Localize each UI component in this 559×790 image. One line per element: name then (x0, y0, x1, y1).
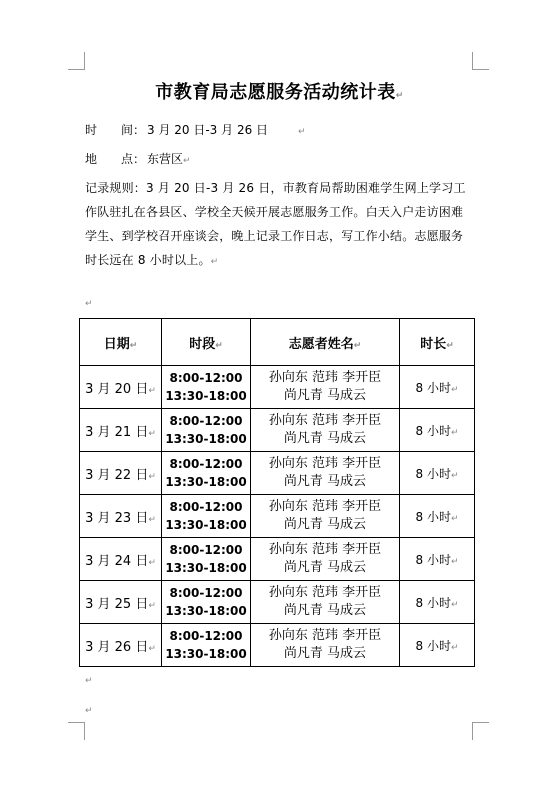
date-cell[interactable] (80, 624, 162, 667)
header-date[interactable] (80, 319, 162, 366)
cell-text: 13:30-18:00 (165, 561, 247, 575)
cell-mark-icon: ↵ (129, 340, 138, 351)
cell-text: 8 小时 (415, 509, 451, 524)
cell-text: 13:30-18:00 (165, 389, 247, 403)
time-cell[interactable] (162, 452, 251, 495)
cell-text: 时段 (189, 336, 216, 352)
duration-cell[interactable] (400, 581, 475, 624)
cell-mark-icon: ↵ (148, 471, 156, 482)
names-cell[interactable] (251, 624, 400, 667)
cell-text: 孙向东 范玮 李开臣 (268, 585, 382, 600)
cell-text: 孙向东 范玮 李开臣 (268, 370, 382, 385)
date-cell[interactable] (80, 452, 162, 495)
date-cell[interactable] (80, 581, 162, 624)
crop-mark-bottom-left (68, 722, 85, 723)
cell-text: 13:30-18:00 (165, 604, 247, 618)
cell-text: 13:30-18:00 (165, 647, 247, 661)
cell-text: 3 月 25 日 (85, 596, 149, 612)
names-cell[interactable] (251, 452, 400, 495)
title-text: 市教育局志愿服务活动统计表 (155, 82, 396, 103)
cell-mark-icon: ↵ (148, 557, 156, 568)
date-cell[interactable] (80, 538, 162, 581)
cell-text: 尚凡青 马成云 (283, 474, 367, 489)
cell-text: 3 月 26 日 (85, 639, 149, 655)
cell-text: 8 小时 (415, 380, 451, 395)
cell-mark-icon: ↵ (148, 514, 156, 525)
table-row (80, 581, 475, 624)
time-cell[interactable] (162, 409, 251, 452)
place-value: 东营区 (147, 152, 184, 166)
crop-mark-bottom-left-vertical (84, 722, 85, 740)
duration-cell[interactable] (400, 452, 475, 495)
names-cell[interactable] (251, 495, 400, 538)
empty-paragraph-mark-icon: ↵ (85, 299, 93, 309)
paragraph-mark-icon: ↵ (298, 127, 306, 137)
cell-text: 8:00-12:00 (169, 371, 243, 385)
table-header-row (80, 319, 475, 366)
cell-text: 3 月 20 日 (85, 381, 149, 397)
table-row (80, 495, 475, 538)
duration-cell[interactable] (400, 366, 475, 409)
cell-mark-icon: ↵ (450, 384, 459, 395)
cell-text: 8 小时 (415, 552, 451, 567)
cell-mark-icon: ↵ (450, 556, 459, 567)
duration-cell[interactable] (400, 409, 475, 452)
cell-text: 13:30-18:00 (165, 518, 247, 532)
names-cell[interactable] (251, 366, 400, 409)
cell-text: 尚凡青 马成云 (283, 517, 367, 532)
time-label: 时 间： (85, 123, 146, 137)
date-cell[interactable] (80, 366, 162, 409)
time-cell[interactable] (162, 624, 251, 667)
duration-cell[interactable] (400, 538, 475, 581)
cell-text: 孙向东 范玮 李开臣 (268, 628, 382, 643)
names-cell[interactable] (251, 409, 400, 452)
cell-mark-icon: ↵ (353, 340, 362, 351)
time-cell[interactable] (162, 538, 251, 581)
time-value: 3 月 20 日-3 月 26 日 (147, 123, 269, 137)
cell-text: 3 月 22 日 (85, 467, 149, 483)
cell-text: 8:00-12:00 (169, 629, 243, 643)
cell-text: 尚凡青 马成云 (283, 603, 367, 618)
empty-paragraph-mark-icon: ↵ (85, 676, 93, 686)
crop-mark-top-right-vertical (472, 52, 473, 70)
cell-mark-icon: ↵ (148, 385, 156, 396)
cell-mark-icon: ↵ (148, 600, 156, 611)
cell-text: 尚凡青 马成云 (283, 646, 367, 661)
cell-text: 8 小时 (415, 595, 451, 610)
time-cell[interactable] (162, 581, 251, 624)
cell-text: 孙向东 范玮 李开臣 (268, 542, 382, 557)
crop-mark-bottom-right (472, 722, 489, 723)
document-title[interactable] (0, 78, 559, 104)
cell-text: 8 小时 (415, 638, 451, 653)
cell-text: 尚凡青 马成云 (283, 431, 367, 446)
time-cell[interactable] (162, 366, 251, 409)
time-cell[interactable] (162, 495, 251, 538)
cell-mark-icon: ↵ (446, 340, 454, 351)
cell-text: 8 小时 (415, 466, 451, 481)
cell-mark-icon: ↵ (450, 427, 459, 438)
cell-text: 孙向东 范玮 李开臣 (268, 456, 382, 471)
time-line[interactable] (85, 121, 306, 138)
place-line[interactable] (85, 150, 191, 167)
cell-text: 8:00-12:00 (169, 500, 243, 514)
table-row (80, 624, 475, 667)
rules-paragraph[interactable] (85, 176, 475, 274)
paragraph-mark-icon: ↵ (395, 91, 404, 101)
rules-text: 3 月 20 日-3 月 26 日，市教育局帮助困难学生网上学习工作队驻扎在各县区、学校全天候开展志愿服务工作。白天入户走访困难学生、到学校召开座谈会，晚上记录工作日志，写工作小结。志愿服务时长远在 8 小时以上。 (85, 181, 466, 267)
cell-mark-icon: ↵ (148, 643, 156, 654)
header-names[interactable] (251, 319, 400, 366)
crop-mark-top-right (472, 69, 489, 70)
table-row (80, 538, 475, 581)
names-cell[interactable] (251, 538, 400, 581)
names-cell[interactable] (251, 581, 400, 624)
rules-label: 记录规则： (85, 181, 147, 195)
crop-mark-top-left-vertical (84, 52, 85, 70)
header-time[interactable] (162, 319, 251, 366)
cell-text: 志愿者姓名 (288, 336, 354, 352)
table-row (80, 366, 475, 409)
cell-text: 8 小时 (415, 423, 451, 438)
cell-text: 尚凡青 马成云 (283, 560, 367, 575)
cell-mark-icon: ↵ (450, 513, 459, 524)
cell-text: 时长 (420, 336, 447, 352)
cell-mark-icon: ↵ (148, 428, 156, 439)
cell-text: 孙向东 范玮 李开臣 (268, 499, 382, 514)
cell-text: 日期 (103, 336, 130, 352)
cell-mark-icon: ↵ (450, 599, 459, 610)
duration-cell[interactable] (400, 495, 475, 538)
duration-cell[interactable] (400, 624, 475, 667)
date-cell[interactable] (80, 495, 162, 538)
cell-text: 8:00-12:00 (169, 457, 243, 471)
empty-paragraph-mark-icon: ↵ (85, 706, 93, 716)
cell-mark-icon: ↵ (215, 340, 223, 351)
header-duration[interactable] (400, 319, 475, 366)
paragraph-mark-icon: ↵ (183, 156, 191, 166)
cell-text: 13:30-18:00 (165, 432, 247, 446)
paragraph-mark-icon: ↵ (210, 257, 219, 267)
cell-mark-icon: ↵ (450, 470, 459, 481)
cell-text: 3 月 24 日 (85, 553, 149, 569)
cell-text: 3 月 23 日 (85, 510, 149, 526)
cell-mark-icon: ↵ (450, 642, 459, 653)
cell-text: 13:30-18:00 (165, 475, 247, 489)
cell-text: 8:00-12:00 (169, 586, 243, 600)
date-cell[interactable] (80, 409, 162, 452)
cell-text: 3 月 21 日 (85, 424, 149, 440)
table-row (80, 452, 475, 495)
cell-text: 孙向东 范玮 李开臣 (268, 413, 382, 428)
cell-text: 8:00-12:00 (169, 543, 243, 557)
cell-text: 尚凡青 马成云 (283, 388, 367, 403)
crop-mark-bottom-right-vertical (472, 722, 473, 740)
crop-mark-top-left (68, 69, 85, 70)
cell-text: 8:00-12:00 (169, 414, 243, 428)
table-row (80, 409, 475, 452)
place-label: 地 点： (85, 152, 146, 166)
stats-table (79, 318, 475, 667)
